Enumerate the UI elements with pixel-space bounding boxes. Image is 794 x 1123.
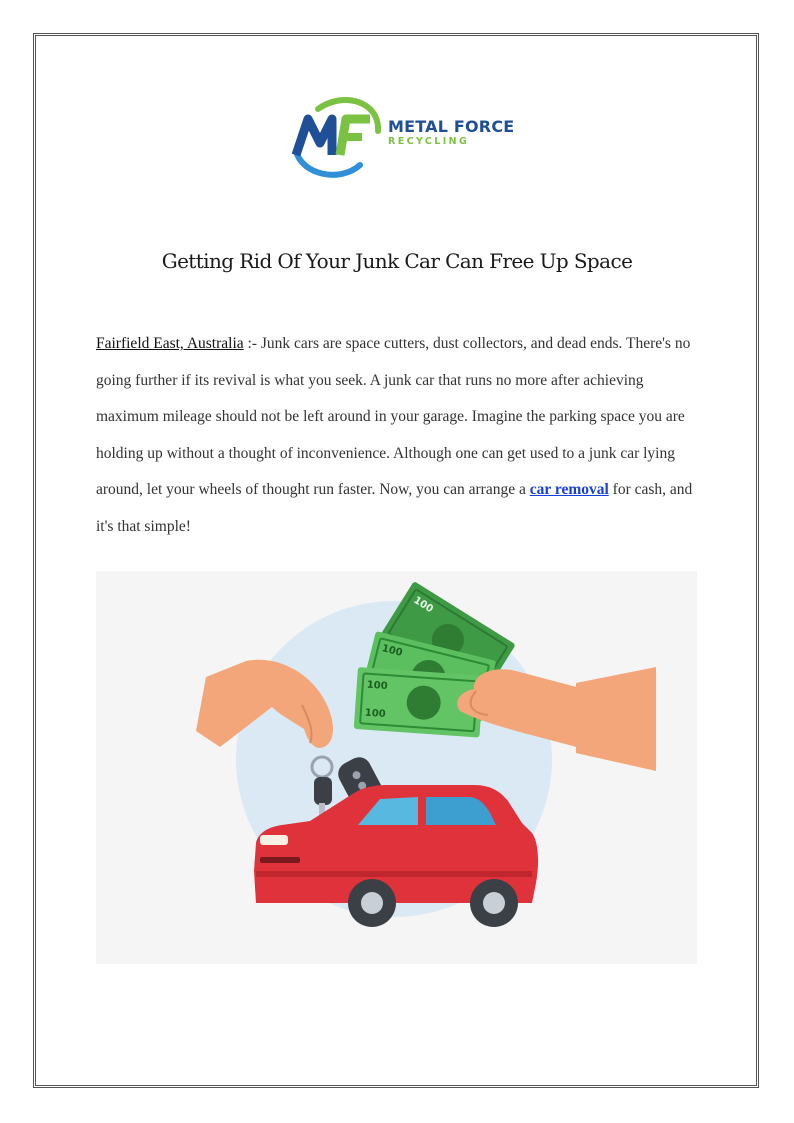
logo-text xyxy=(388,118,514,148)
body-text-part-1: :- Junk cars are space cutters, dust collectors, and dead ends. There's no going further if its revival is what you seek. A junk car that runs no more after achieving maximum mileage should not be left around in your garage. Imagine the parking space you are holding up without a thought of inconvenience. Although one can get used to a junk car lying around, let your wheels of thought run faster. Now, you can arrange a xyxy=(96,335,691,498)
banknote-value: 100 xyxy=(364,707,387,721)
location-label: Fairfield East, Australia xyxy=(96,335,244,352)
body-text-part-2: for cash, and it's that simple! xyxy=(96,481,693,535)
junk-car-cash-illustration xyxy=(96,571,697,964)
article-body xyxy=(96,326,700,545)
company-logo xyxy=(288,93,515,179)
banknote-value: 100 xyxy=(366,679,388,693)
car-removal-link[interactable]: car removal xyxy=(529,481,609,498)
logo-mark-icon xyxy=(288,93,384,179)
logo-tagline: RECYCLING xyxy=(388,136,470,147)
banknote-value: 100 xyxy=(380,643,404,659)
article-title: Getting Rid Of Your Junk Car Can Free Up Space xyxy=(161,249,633,273)
banknote-value: 100 xyxy=(411,594,435,616)
logo-name: METAL FORCE xyxy=(388,117,515,136)
